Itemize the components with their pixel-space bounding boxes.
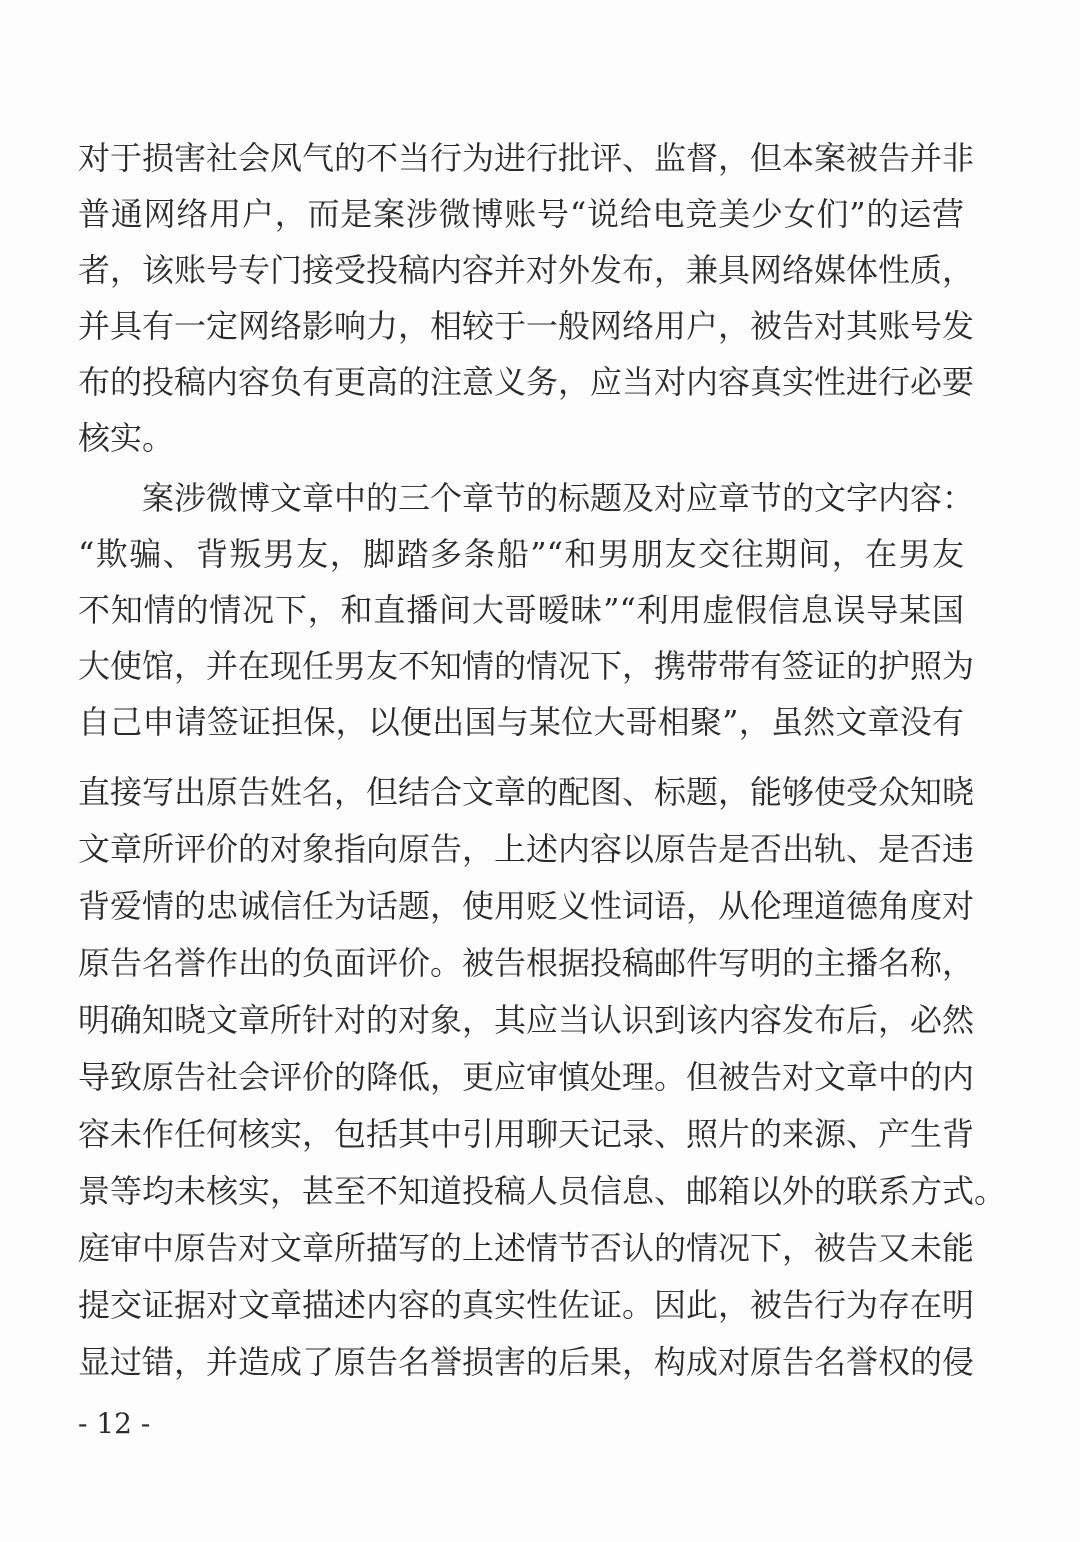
text-line-1: 对于损害社会风气的不当行为进行批评、监督，但本案被告并非 xyxy=(78,139,975,177)
text-line-5: 布的投稿内容负有更高的注意义务，应当对内容真实性进行必要 xyxy=(78,363,975,401)
text-line-2: 普通网络用户，而是案涉微博账号“说给电竞美少女们”的运营 xyxy=(78,195,964,233)
text-line-16: 明确知晓文章所针对的对象，其应当认识到该内容发布后，必然 xyxy=(78,1001,975,1039)
text-line-9: 不知情的情况下，和直播间大哥暧昧”“利用虚假信息误导某国 xyxy=(78,591,964,629)
text-line-6: 核实。 xyxy=(78,419,175,457)
text-line-18: 容未作任何核实，包括其中引用聊天记录、照片的来源、产生背 xyxy=(78,1115,975,1153)
text-line-22: 显过错，并造成了原告名誉损害的后果，构成对原告名誉权的侵 xyxy=(78,1343,975,1381)
text-line-20: 庭审中原告对文章所描写的上述情节否认的情况下，被告又未能 xyxy=(78,1229,975,1267)
text-line-19: 景等均未核实，甚至不知道投稿人员信息、邮箱以外的联系方式。 xyxy=(78,1172,1007,1210)
text-line-14: 背爱情的忠诚信任为话题，使用贬义性词语，从伦理道德角度对 xyxy=(78,887,975,925)
text-line-11: 自己申请签证担保，以便出国与某位大哥相聚”，虽然文章没有 xyxy=(78,703,964,741)
text-line-15: 原告名誉作出的负面评价。被告根据投稿邮件写明的主播名称， xyxy=(78,944,975,982)
text-line-10: 大使馆，并在现任男友不知情的情况下，携带带有签证的护照为 xyxy=(78,647,975,685)
text-line-3: 者，该账号专门接受投稿内容并对外发布，兼具网络媒体性质， xyxy=(78,251,975,289)
text-line-7: 案涉微博文章中的三个章节的标题及对应章节的文字内容： xyxy=(142,479,975,517)
text-line-13: 文章所评价的对象指向原告，上述内容以原告是否出轨、是否违 xyxy=(78,830,975,868)
page-number: - 12 - xyxy=(78,1407,151,1440)
text-line-4: 并具有一定网络影响力，相较于一般网络用户，被告对其账号发 xyxy=(78,307,975,345)
text-line-17: 导致原告社会评价的降低，更应审慎处理。但被告对文章中的内 xyxy=(78,1058,975,1096)
text-line-21: 提交证据对文章描述内容的真实性佐证。因此，被告行为存在明 xyxy=(78,1286,975,1324)
text-line-12: 直接写出原告姓名，但结合文章的配图、标题，能够使受众知晓 xyxy=(78,773,975,811)
text-line-8: “欺骗、背叛男友，脚踏多条船”“和男朋友交往期间，在男友 xyxy=(78,535,964,573)
